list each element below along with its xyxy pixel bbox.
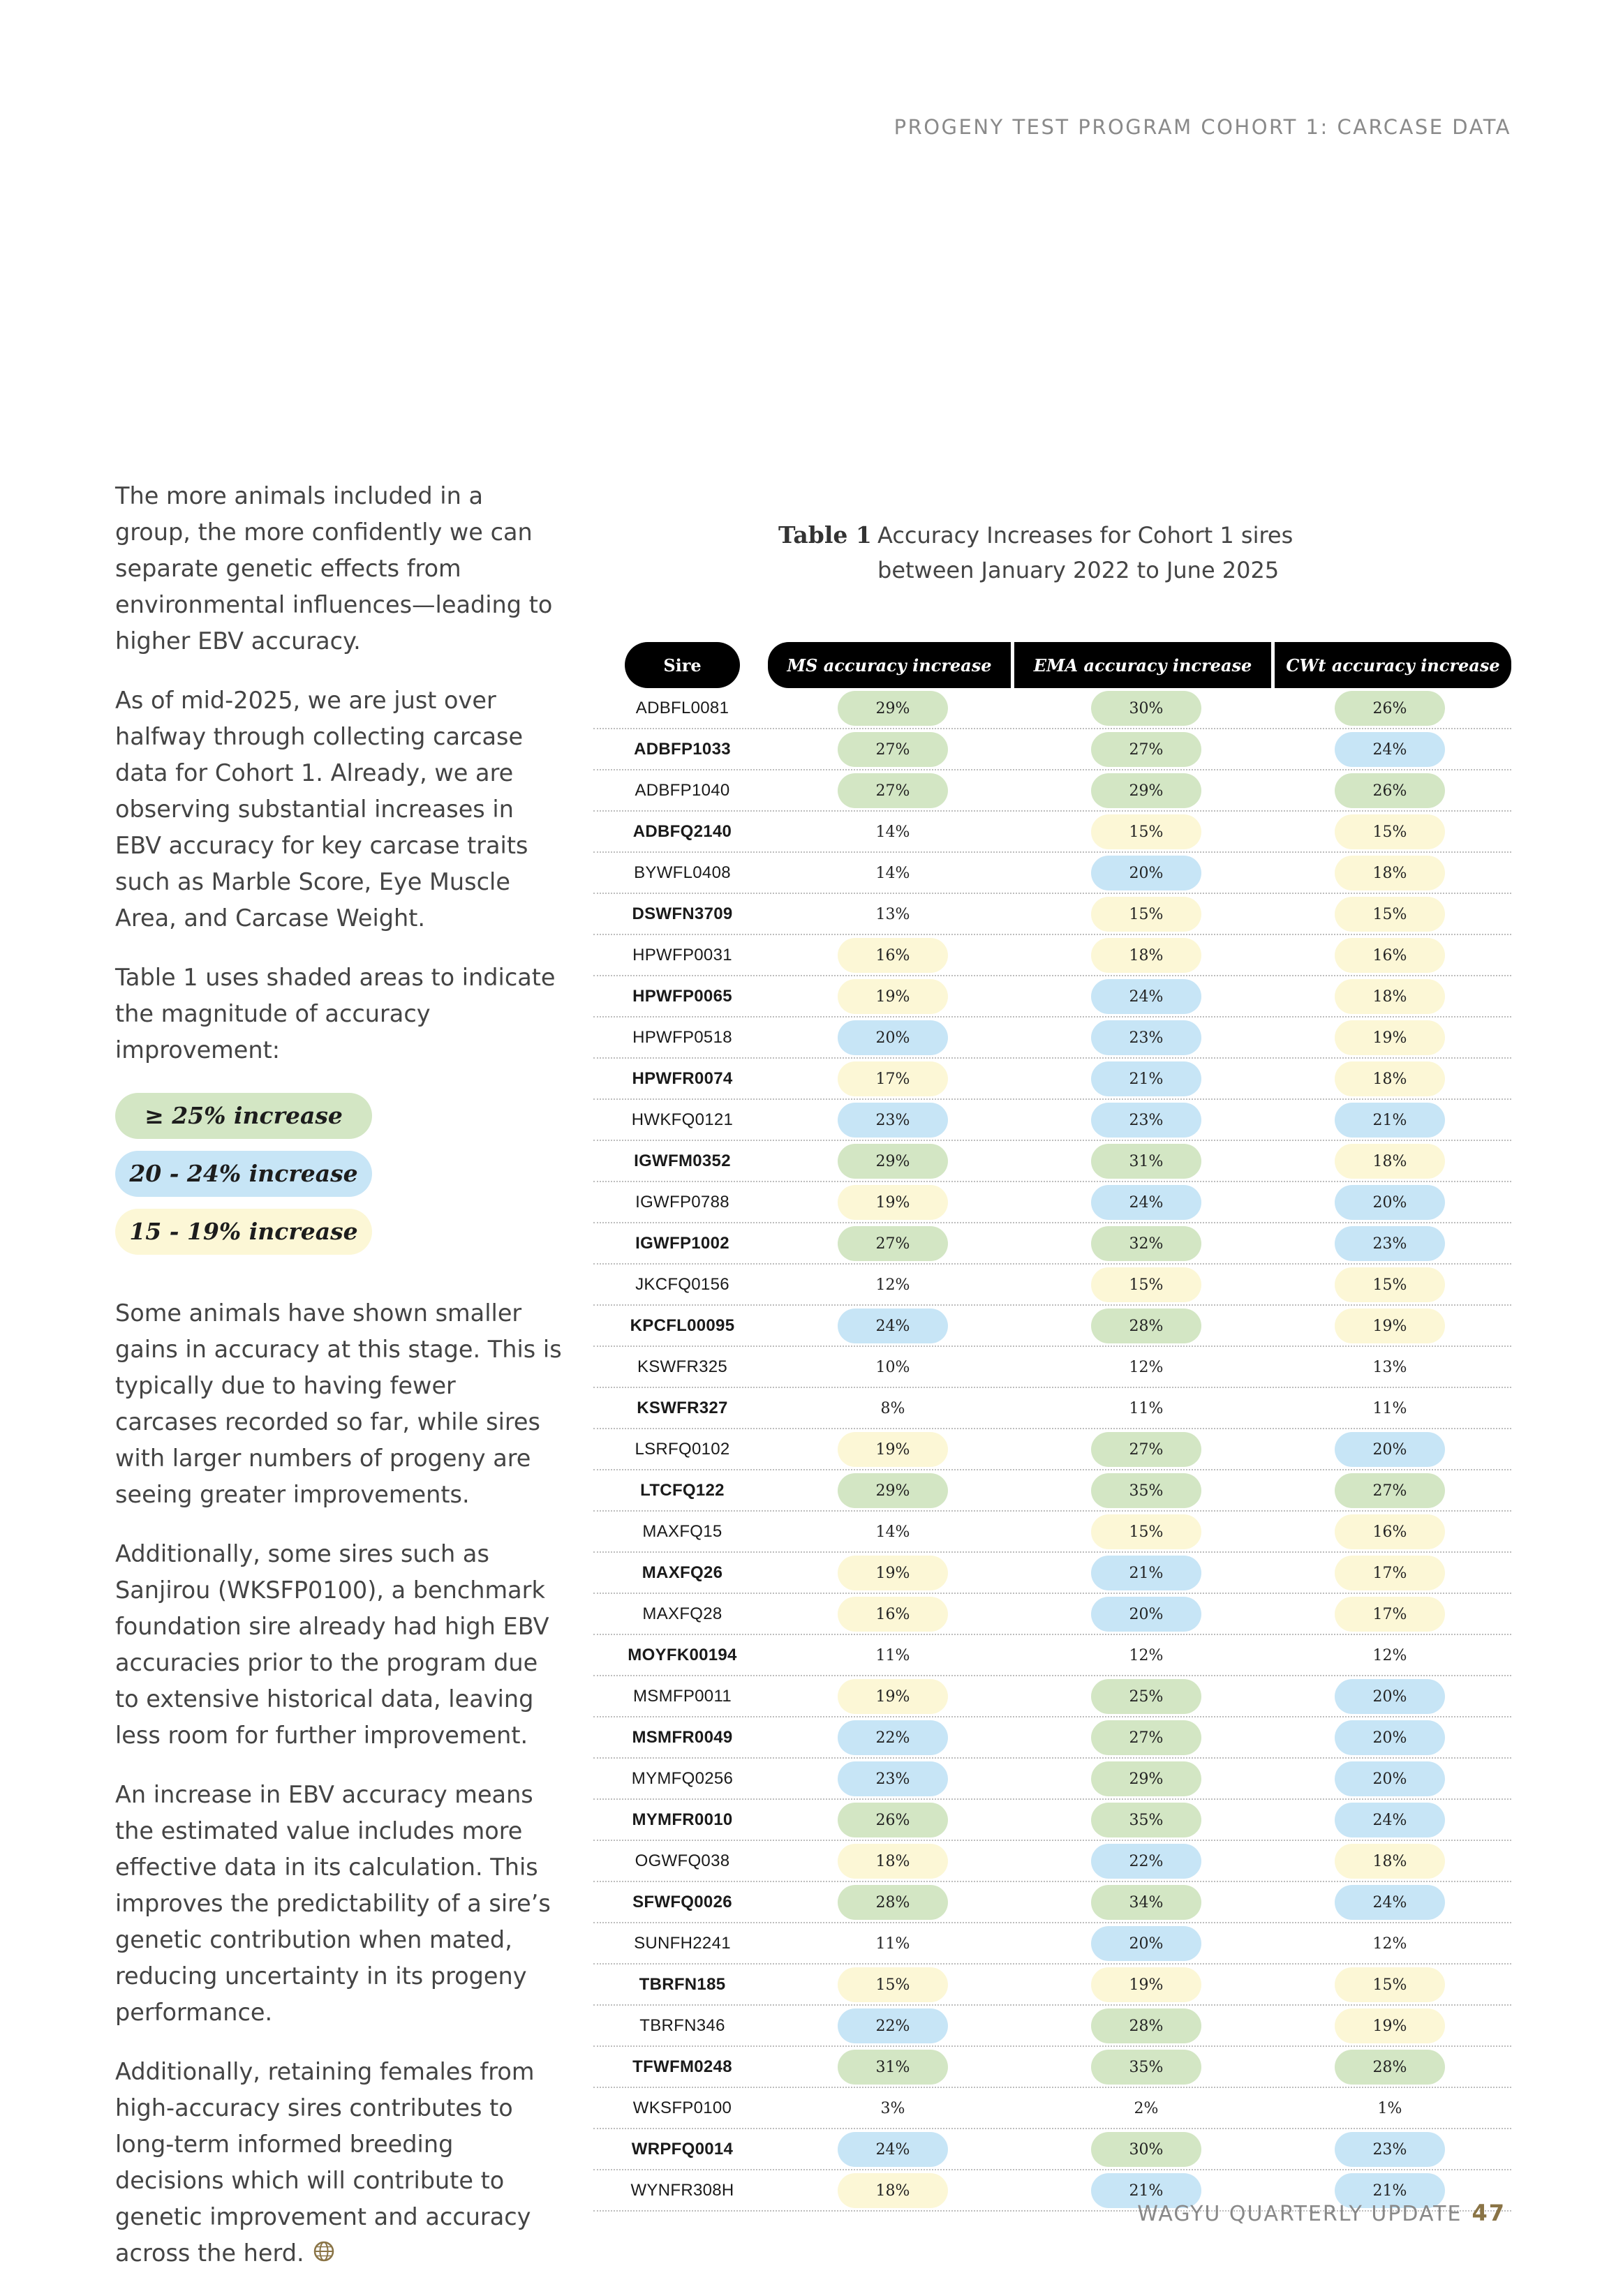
ms-value: 13% bbox=[875, 905, 910, 923]
sire-id: IGWFP1002 bbox=[635, 1233, 729, 1253]
paragraph-5: Additionally, some sires such as Sanjirou (WKSFP0100), a benchmark foundation sire already had high EBV accuracies prior to the program due to extensive historical data, leaving less room for further improvement. bbox=[115, 1540, 549, 1749]
paragraph-7-text: Additionally, retaining females from high-accuracy sires contributes to long-term informed breeding decisions which will contribute to genetic improvement and accuracy across the herd. bbox=[115, 2058, 535, 2267]
ms-value: 24% bbox=[838, 2132, 948, 2167]
table-row bbox=[593, 1923, 1511, 1965]
globe-icon bbox=[313, 2237, 335, 2273]
table-row bbox=[593, 1100, 1511, 1141]
table-row bbox=[593, 1306, 1511, 1347]
ema-value: 20% bbox=[1091, 1926, 1201, 1961]
cwt-value: 19% bbox=[1335, 1020, 1445, 1055]
cwt-value: 19% bbox=[1335, 1309, 1445, 1343]
cwt-value: 20% bbox=[1335, 1720, 1445, 1755]
ema-value: 29% bbox=[1091, 1761, 1201, 1796]
accuracy-table bbox=[593, 642, 1511, 2212]
table-row bbox=[593, 1141, 1511, 1182]
sire-id: JKCFQ0156 bbox=[635, 1274, 729, 1294]
header-cwt: CWt accuracy increase bbox=[1275, 642, 1511, 688]
cwt-value: 17% bbox=[1335, 1597, 1445, 1632]
sire-id: MYMFR0010 bbox=[632, 1810, 733, 1829]
cwt-value: 16% bbox=[1335, 1514, 1445, 1549]
sire-id: HPWFR0074 bbox=[632, 1068, 733, 1088]
ms-value: 19% bbox=[838, 1432, 948, 1467]
table-row bbox=[593, 1388, 1511, 1429]
paragraph-1: The more animals included in a group, the more confidently we can separate genetic effects from environmental influences—leading to higher EBV accuracy. bbox=[115, 482, 553, 655]
cwt-value: 15% bbox=[1335, 1967, 1445, 2002]
body-column bbox=[115, 478, 562, 2296]
cwt-value: 23% bbox=[1335, 1226, 1445, 1261]
table-header bbox=[593, 642, 1511, 688]
table-row bbox=[593, 935, 1511, 976]
ema-value: 35% bbox=[1091, 1803, 1201, 1837]
cwt-value: 13% bbox=[1372, 1358, 1407, 1376]
ema-value: 20% bbox=[1091, 1597, 1201, 1632]
sire-id: TBRFN185 bbox=[639, 1974, 726, 1994]
ms-value: 12% bbox=[875, 1276, 910, 1294]
ema-value: 23% bbox=[1091, 1103, 1201, 1138]
ms-value: 23% bbox=[838, 1761, 948, 1796]
cwt-value: 15% bbox=[1335, 897, 1445, 932]
sire-id: HPWFP0518 bbox=[632, 1027, 732, 1047]
sire-id: SUNFH2241 bbox=[634, 1933, 731, 1953]
sire-id: ADBFP1040 bbox=[635, 780, 730, 800]
ema-value: 24% bbox=[1091, 979, 1201, 1014]
table-row bbox=[593, 1594, 1511, 1635]
sire-id: WRPFQ0014 bbox=[631, 2139, 734, 2159]
cwt-value: 18% bbox=[1335, 856, 1445, 890]
cwt-value: 20% bbox=[1335, 1432, 1445, 1467]
sire-id: KSWFR325 bbox=[637, 1357, 728, 1376]
table-row bbox=[593, 1553, 1511, 1594]
sire-id: HWKFQ0121 bbox=[631, 1110, 734, 1129]
table-row bbox=[593, 1182, 1511, 1223]
ms-value: 8% bbox=[880, 1399, 905, 1417]
sire-id: KPCFL00095 bbox=[630, 1315, 735, 1335]
table-row bbox=[593, 1265, 1511, 1306]
sire-id: HPWFP0065 bbox=[632, 986, 732, 1006]
ms-value: 19% bbox=[838, 979, 948, 1014]
sire-id: IGWFM0352 bbox=[634, 1151, 731, 1170]
cwt-value: 16% bbox=[1335, 938, 1445, 973]
ema-value: 28% bbox=[1091, 2008, 1201, 2043]
table-row bbox=[593, 2088, 1511, 2129]
cwt-value: 11% bbox=[1372, 1399, 1407, 1417]
ms-value: 27% bbox=[838, 1226, 948, 1261]
table-row bbox=[593, 1635, 1511, 1676]
paragraph-6: An increase in EBV accuracy means the estimated value includes more effective data in its calculation. This improves the predictability of a sire’s genetic contribution when mated, reducing uncertainty in its progeny performance. bbox=[115, 1781, 551, 2026]
ema-value: 24% bbox=[1091, 1185, 1201, 1220]
table-row bbox=[593, 1965, 1511, 2006]
header-ema: EMA accuracy increase bbox=[1014, 642, 1271, 688]
sire-id: MAXFQ15 bbox=[642, 1521, 722, 1541]
cwt-value: 18% bbox=[1335, 1061, 1445, 1096]
ms-value: 22% bbox=[838, 1720, 948, 1755]
sire-id: MAXFQ26 bbox=[642, 1563, 723, 1582]
legend-blue: 20 - 24% increase bbox=[115, 1151, 372, 1197]
ema-value: 21% bbox=[1091, 1556, 1201, 1590]
sire-id: WKSFP0100 bbox=[632, 2098, 732, 2117]
ema-value: 30% bbox=[1091, 2132, 1201, 2167]
table-row bbox=[593, 729, 1511, 770]
cwt-value: 18% bbox=[1335, 1144, 1445, 1179]
sire-id: MOYFK00194 bbox=[628, 1645, 737, 1664]
cwt-value: 27% bbox=[1335, 1473, 1445, 1508]
table-row bbox=[593, 1512, 1511, 1553]
table-row bbox=[593, 1347, 1511, 1388]
ms-value: 11% bbox=[875, 1646, 910, 1664]
ms-value: 3% bbox=[880, 2099, 905, 2117]
table-row bbox=[593, 1429, 1511, 1470]
sire-id: LTCFQ122 bbox=[640, 1480, 725, 1500]
cwt-value: 26% bbox=[1335, 691, 1445, 726]
ema-value: 27% bbox=[1091, 732, 1201, 767]
ema-value: 35% bbox=[1091, 2050, 1201, 2085]
table-row bbox=[593, 812, 1511, 853]
running-header: PROGENY TEST PROGRAM COHORT 1: CARCASE DATA bbox=[894, 115, 1511, 139]
cwt-value: 28% bbox=[1335, 2050, 1445, 2085]
ema-value: 18% bbox=[1091, 938, 1201, 973]
table-row bbox=[593, 2047, 1511, 2088]
sire-id: ADBFQ2140 bbox=[632, 821, 732, 841]
cwt-value: 24% bbox=[1335, 1885, 1445, 1920]
ms-value: 16% bbox=[838, 1597, 948, 1632]
sire-id: LSRFQ0102 bbox=[635, 1439, 730, 1459]
legend-green: ≥ 25% increase bbox=[115, 1093, 372, 1139]
ms-value: 15% bbox=[838, 1967, 948, 2002]
ms-value: 20% bbox=[838, 1020, 948, 1055]
table-row bbox=[593, 1059, 1511, 1100]
cwt-value: 20% bbox=[1335, 1185, 1445, 1220]
table-row bbox=[593, 1882, 1511, 1923]
header-sire: Sire bbox=[625, 642, 740, 688]
table-label: Table 1 bbox=[778, 521, 872, 549]
sire-id: OGWFQ038 bbox=[635, 1851, 730, 1870]
table-caption bbox=[778, 518, 1296, 588]
table-row bbox=[593, 1800, 1511, 1841]
sire-id: WYNFR308H bbox=[630, 2180, 734, 2200]
ema-value: 12% bbox=[1129, 1358, 1164, 1376]
header-ms: MS accuracy increase bbox=[768, 642, 1011, 688]
ema-value: 27% bbox=[1091, 1432, 1201, 1467]
ms-value: 29% bbox=[838, 1144, 948, 1179]
ms-value: 22% bbox=[838, 2008, 948, 2043]
sire-id: BYWFL0408 bbox=[634, 863, 731, 882]
page-number: 47 bbox=[1472, 2200, 1506, 2226]
table-row bbox=[593, 1676, 1511, 1717]
table-body bbox=[593, 688, 1511, 2212]
table-row bbox=[593, 853, 1511, 894]
ema-value: 21% bbox=[1091, 2173, 1201, 2208]
ms-value: 19% bbox=[838, 1556, 948, 1590]
sire-id: DSWFN3709 bbox=[632, 904, 733, 923]
ms-value: 17% bbox=[838, 1061, 948, 1096]
cwt-value: 24% bbox=[1335, 732, 1445, 767]
sire-id: IGWFP0788 bbox=[635, 1192, 729, 1212]
paragraph-4: Some animals have shown smaller gains in accuracy at this stage. This is typically due to having fewer carcases recorded so far, while sires with larger numbers of progeny are seeing greater improvements. bbox=[115, 1299, 562, 1508]
ema-value: 15% bbox=[1091, 814, 1201, 849]
paragraph-7 bbox=[115, 2054, 562, 2273]
page-footer bbox=[1137, 2200, 1506, 2226]
cwt-value: 12% bbox=[1372, 1935, 1407, 1953]
sire-id: MSMFP0011 bbox=[633, 1686, 732, 1706]
ema-value: 31% bbox=[1091, 1144, 1201, 1179]
ms-value: 24% bbox=[838, 1309, 948, 1343]
cwt-value: 1% bbox=[1377, 2099, 1402, 2117]
ema-value: 20% bbox=[1091, 856, 1201, 890]
ema-value: 15% bbox=[1091, 897, 1201, 932]
ms-value: 29% bbox=[838, 691, 948, 726]
table-row bbox=[593, 976, 1511, 1017]
ms-value: 18% bbox=[838, 2173, 948, 2208]
ms-value: 27% bbox=[838, 773, 948, 808]
ms-value: 11% bbox=[875, 1935, 910, 1953]
ema-value: 2% bbox=[1134, 2099, 1159, 2117]
table-row bbox=[593, 1841, 1511, 1882]
ema-value: 11% bbox=[1129, 1399, 1164, 1417]
cwt-value: 20% bbox=[1335, 1679, 1445, 1714]
cwt-value: 26% bbox=[1335, 773, 1445, 808]
cwt-value: 18% bbox=[1335, 1844, 1445, 1879]
ema-value: 19% bbox=[1091, 1967, 1201, 2002]
ema-value: 35% bbox=[1091, 1473, 1201, 1508]
table-row bbox=[593, 1017, 1511, 1059]
cwt-value: 23% bbox=[1335, 2132, 1445, 2167]
ms-value: 18% bbox=[838, 1844, 948, 1879]
ema-value: 12% bbox=[1129, 1646, 1164, 1664]
table-title: Accuracy Increases for Cohort 1 sires between January 2022 to June 2025 bbox=[877, 522, 1293, 583]
ms-value: 14% bbox=[875, 1523, 910, 1541]
sire-id: MYMFQ0256 bbox=[631, 1768, 734, 1788]
ms-value: 28% bbox=[838, 1885, 948, 1920]
legend-yellow: 15 - 19% increase bbox=[115, 1209, 372, 1255]
sire-id: KSWFR327 bbox=[637, 1398, 728, 1417]
ema-value: 28% bbox=[1091, 1309, 1201, 1343]
ema-value: 23% bbox=[1091, 1020, 1201, 1055]
sire-id: TBRFN346 bbox=[639, 2015, 725, 2035]
ema-value: 22% bbox=[1091, 1844, 1201, 1879]
shading-legend bbox=[115, 1093, 562, 1255]
ms-value: 29% bbox=[838, 1473, 948, 1508]
ema-value: 25% bbox=[1091, 1679, 1201, 1714]
ms-value: 26% bbox=[838, 1803, 948, 1837]
cwt-value: 17% bbox=[1335, 1556, 1445, 1590]
cwt-value: 21% bbox=[1335, 1103, 1445, 1138]
table-row bbox=[593, 2129, 1511, 2170]
sire-id: SFWFQ0026 bbox=[632, 1892, 732, 1911]
table-row bbox=[593, 770, 1511, 812]
footer-title: WAGYU QUARTERLY UPDATE bbox=[1137, 2202, 1462, 2226]
ms-value: 19% bbox=[838, 1679, 948, 1714]
ema-value: 21% bbox=[1091, 1061, 1201, 1096]
table-row bbox=[593, 1717, 1511, 1759]
sire-id: MSMFR0049 bbox=[632, 1727, 733, 1747]
cwt-value: 21% bbox=[1335, 2173, 1445, 2208]
ms-value: 16% bbox=[838, 938, 948, 973]
table-row bbox=[593, 1759, 1511, 1800]
ms-value: 19% bbox=[838, 1185, 948, 1220]
ms-value: 27% bbox=[838, 732, 948, 767]
cwt-value: 12% bbox=[1372, 1646, 1407, 1664]
sire-id: ADBFP1033 bbox=[634, 739, 731, 759]
ema-value: 15% bbox=[1091, 1514, 1201, 1549]
ms-value: 23% bbox=[838, 1103, 948, 1138]
ema-value: 15% bbox=[1091, 1267, 1201, 1302]
ms-value: 31% bbox=[838, 2050, 948, 2085]
cwt-value: 19% bbox=[1335, 2008, 1445, 2043]
ema-value: 27% bbox=[1091, 1720, 1201, 1755]
table-row bbox=[593, 2006, 1511, 2047]
ema-value: 30% bbox=[1091, 691, 1201, 726]
sire-id: MAXFQ28 bbox=[642, 1604, 722, 1623]
ema-value: 34% bbox=[1091, 1885, 1201, 1920]
cwt-value: 18% bbox=[1335, 979, 1445, 1014]
table-row bbox=[593, 1470, 1511, 1512]
table-row bbox=[593, 688, 1511, 729]
ema-value: 32% bbox=[1091, 1226, 1201, 1261]
ms-value: 10% bbox=[875, 1358, 910, 1376]
cwt-value: 24% bbox=[1335, 1803, 1445, 1837]
ema-value: 29% bbox=[1091, 773, 1201, 808]
paragraph-3: Table 1 uses shaded areas to indicate the magnitude of accuracy improvement: bbox=[115, 964, 556, 1064]
ms-value: 14% bbox=[875, 823, 910, 841]
ms-value: 14% bbox=[875, 864, 910, 882]
sire-id: ADBFL0081 bbox=[635, 698, 729, 717]
cwt-value: 15% bbox=[1335, 814, 1445, 849]
sire-id: HPWFP0031 bbox=[632, 945, 732, 964]
cwt-value: 20% bbox=[1335, 1761, 1445, 1796]
paragraph-2: As of mid-2025, we are just over halfway through collecting carcase data for Cohort 1. Already, we are observing substantial increases in EBV accuracy for key carcase traits such as Marble Score, Eye Muscle Area, and Carcase Weight. bbox=[115, 687, 528, 932]
table-row bbox=[593, 1223, 1511, 1265]
cwt-value: 15% bbox=[1335, 1267, 1445, 1302]
table-row bbox=[593, 894, 1511, 935]
sire-id: TFWFM0248 bbox=[632, 2057, 732, 2076]
